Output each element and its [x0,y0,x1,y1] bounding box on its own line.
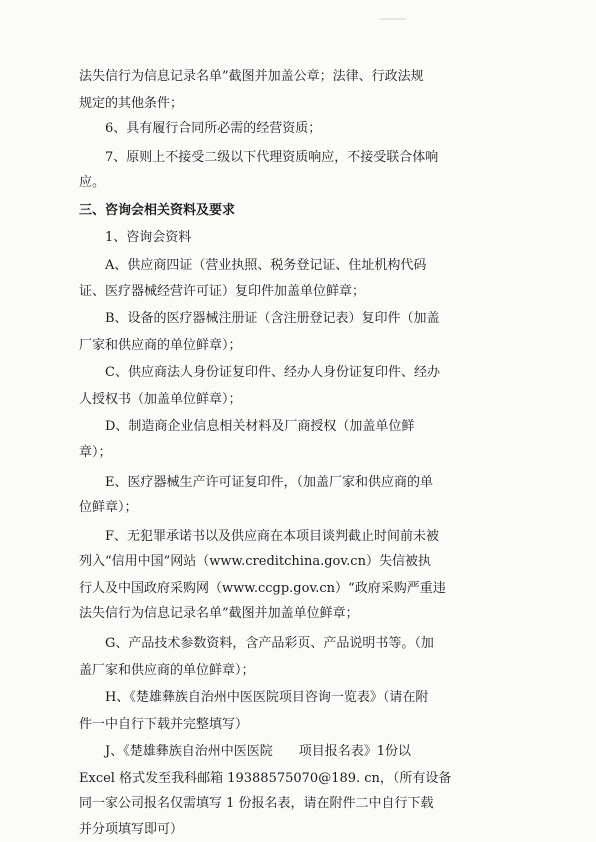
text-line: 法失信行为信息记录名单”截图并加盖公章；法律、行政法规 [79,69,424,84]
text-line: 规定的其他条件； [79,95,184,111]
text-line: 厂家和供应商的单位鲜章）； [79,337,242,353]
text-line: 件一中自行下载并完整填写） [79,716,249,732]
text-line: H、《楚雄彝族自治州中医医院项目咨询一览表》（请在附 [105,690,429,706]
text-line: 列入“信用中国”网站（www.creditchina.gov.cn）失信被执 [79,554,431,570]
text-line: D、制造商企业信息相关材料及厂商授权（加盖单位鲜 [105,419,415,435]
text-line: 应。 [79,175,106,191]
text-line: 1、咨询会资料 [105,230,192,246]
text-line: E、医疗器械生产许可证复印件，（加盖厂家和供应商的单 [105,474,433,490]
text-line: 6、具有履行合同所必需的经营资质； [105,121,322,137]
text-line: 7、原则上不接受二级以下代理资质响应，不接受联合体响 [105,149,439,165]
section-heading: 三、咨询会相关资料及要求 [79,202,236,218]
text-line: 章）； [79,445,112,460]
text-line: 法失信行为信息记录名单”截图并加盖单位鲜章； [79,606,359,622]
text-line: 人授权书（加盖单位鲜章）； [79,391,242,407]
text-line: 盖厂家和供应商的单位鲜章）； [79,662,255,678]
text-line: B、设备的医疗器械注册证（含注册登记表）复印件（加盖 [105,311,440,327]
text-line: C、供应商法人身份证复印件、经办人身份证复印件、经办 [105,365,440,381]
text-line: J、《楚雄彝族自治州中医医院 项目报名表》1份以 [105,744,411,760]
text-line: 并分项填写即可） [79,822,184,837]
scan-artifact [380,18,406,20]
text-line: Excel 格式发至我科邮箱 19388575070@189. cn，（所有设备 [79,770,452,786]
text-line: 行人及中国政府采购网（www.ccgp.gov.cn）“政府采购严重违 [79,580,446,596]
text-line: F、无犯罪承诺书以及供应商在本项目谈判截止时间前未被 [105,528,440,544]
text-line: G、产品技术参数资料，含产品彩页、产品说明书等。（加 [105,636,434,651]
text-line: A、供应商四证（营业执照、税务登记证、住址机构代码 [105,258,427,273]
text-line: 位鲜章）； [79,500,138,516]
text-line: 证、医疗器械经营许可证）复印件加盖单位鲜章； [79,283,366,299]
text-line: 同一家公司报名仅需填写 1 份报名表，请在附件二中自行下载 [79,796,434,812]
